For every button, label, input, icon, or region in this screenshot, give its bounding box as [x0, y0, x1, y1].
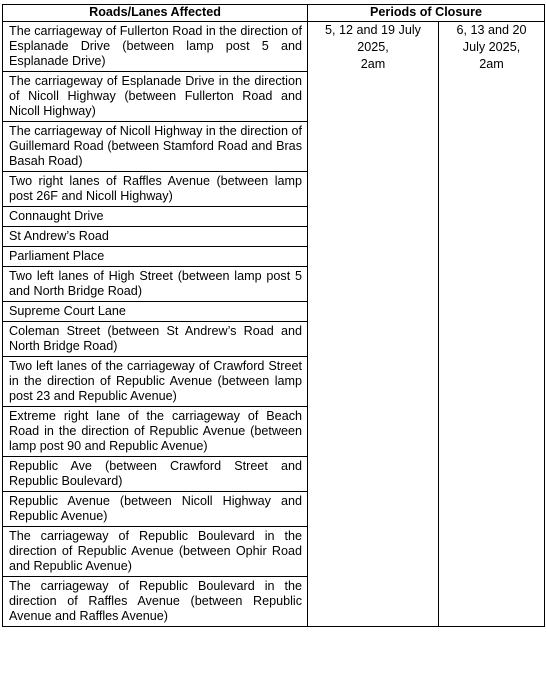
road-cell: Coleman Street (between St Andrew’s Road and North Bridge Road) [3, 322, 308, 357]
road-cell: The carriageway of Republic Boulevard in the direction of Republic Avenue (between Ophir Road and Republic Avenue) [3, 527, 308, 577]
road-cell: Two right lanes of Raffles Avenue (between lamp post 26F and Nicoll Highway) [3, 172, 308, 207]
table-row [3, 22, 545, 72]
road-cell: Extreme right lane of the carriageway of Beach Road in the direction of Republic Avenue (between lamp post 90 and Republic Avenue) [3, 407, 308, 457]
road-cell: Republic Avenue (between Nicoll Highway and Republic Avenue) [3, 492, 308, 527]
road-cell: Two left lanes of the carriageway of Crawford Street in the direction of Republic Avenue (between lamp post 23 and Republic Avenue) [3, 357, 308, 407]
road-cell: The carriageway of Esplanade Drive in the direction of Nicoll Highway (between Fullerton Road and Nicoll Highway) [3, 72, 308, 122]
road-cell: The carriageway of Republic Boulevard in the direction of Raffles Avenue (between Republic Avenue and Raffles Avenue) [3, 577, 308, 627]
closure-period-2-year: July 2025, [462, 40, 521, 54]
closure-period-1 [308, 22, 439, 627]
road-cell: Connaught Drive [3, 207, 308, 227]
road-cell: The carriageway of Fullerton Road in the direction of Esplanade Drive (between lamp post 5 and Esplanade Drive) [3, 22, 308, 72]
header-roads-lanes-affected: Roads/Lanes Affected [3, 5, 308, 22]
header-periods-of-closure: Periods of Closure [308, 5, 545, 22]
closure-period-1-time: 2am [360, 57, 386, 71]
closure-period-2 [439, 22, 545, 627]
closure-period-2-time: 2am [479, 57, 504, 71]
road-cell: Republic Ave (between Crawford Street and Republic Boulevard) [3, 457, 308, 492]
road-cell: The carriageway of Nicoll Highway in the direction of Guillemard Road (between Stamford Road and Bras Basah Road) [3, 122, 308, 172]
closure-period-1-year: 2025, [357, 40, 389, 54]
road-cell: Supreme Court Lane [3, 302, 308, 322]
closure-period-1-dates: 5, 12 and 19 July [325, 23, 421, 37]
road-cell: St Andrew’s Road [3, 227, 308, 247]
closure-period-2-dates: 6, 13 and 20 [456, 23, 527, 37]
road-cell: Two left lanes of High Street (between lamp post 5 and North Bridge Road) [3, 267, 308, 302]
table-header-row [3, 5, 545, 22]
road-cell: Parliament Place [3, 247, 308, 267]
road-closure-table [2, 4, 545, 627]
